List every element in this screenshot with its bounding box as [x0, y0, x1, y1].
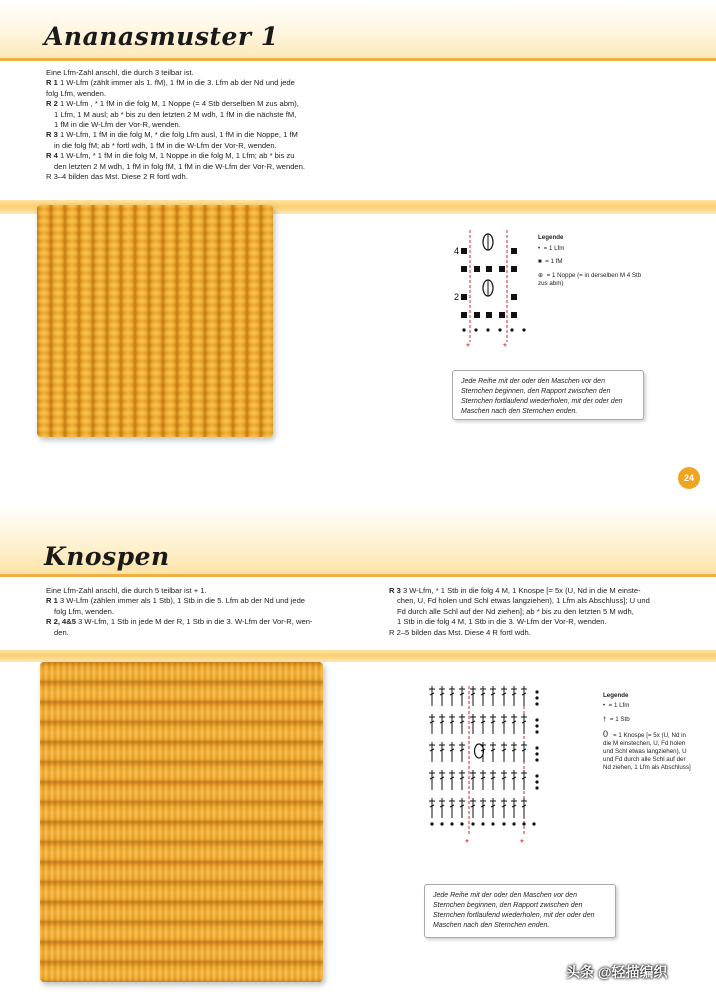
repeat-star-right: *: [520, 838, 524, 849]
page-number: 24: [678, 467, 700, 489]
row-label-2: 2: [454, 292, 460, 302]
knospen-legend: [603, 692, 693, 772]
instruction-text: 3 W-Lfm, * 1 Stb in die folg 4 M, 1 Knospe [= 5x (U, Nd in die M einste-: [400, 586, 641, 595]
section2-instructions-right: [389, 586, 714, 638]
section1-rule: [0, 58, 716, 61]
instruction-line: [46, 172, 396, 182]
instruction-text: 1 W-Lfm (zählt immer als 1. fM), 1 fM in die 3. Lfm ab der Nd und jede: [57, 78, 295, 88]
fm-symbol: [461, 248, 467, 254]
section2-title: Knospen: [44, 542, 170, 571]
stb-icon: †: [603, 716, 610, 723]
section2-instructions-left: [46, 586, 376, 638]
instruction-line: [46, 162, 396, 172]
repeat-star-left: *: [465, 838, 469, 849]
legend-item-lfm: • = 1 Lfm: [603, 702, 630, 709]
fm-symbol: [486, 266, 492, 272]
instruction-text: 3 W-Lfm (zählen immer als 1 Stb), 1 Stb in die 5. Lfm ab der Nd und jede: [57, 596, 306, 606]
instruction-text: Fd durch alle Schl auf der Nd ziehen]; ab * bis zu den letzten 5 M wdh,: [397, 606, 634, 616]
chart-row-label-4: [454, 246, 459, 256]
row-label: R 4: [46, 151, 58, 161]
instruction-line: [46, 99, 396, 109]
repeat-star-left: *: [466, 342, 470, 352]
instruction-line: [46, 628, 376, 638]
knospen-chart: [420, 684, 550, 850]
instruction-line: [46, 596, 376, 606]
repeat-star-right: *: [503, 342, 507, 352]
ananas-note: Jede Reihe mit der oder den Maschen vor den Sternchen beginnen, den Rapport zwischen den Sternchen fortlaufend wiederholen, mit der oder den Maschen nach den Sternchen enden.: [452, 370, 644, 420]
fm-symbol: [511, 248, 517, 254]
instruction-line: [389, 628, 714, 638]
row-label: R 3: [46, 130, 58, 140]
instruction-text: in die folg fM; ab * fortl wdh, 1 fM in die W-Lfm der Vor-R, wenden.: [54, 140, 277, 150]
knospe-symbol: [475, 744, 484, 758]
instruction-text: Eine Lfm-Zahl anschl, die durch 3 teilbar ist.: [46, 68, 194, 77]
instruction-text: den letzten 2 M wdh, 1 fM in folg fM, 1 fM in die W-Lfm der Vor-R, wenden.: [54, 161, 305, 171]
legend-item-knospe: 0 = 1 Knospe [= 5x (U, Nd in die M einstechen, U, Fd holen und Schl etwas langziehen), U und Fd durch alle Schl auf der Nd ziehen, 1 Lfm als Abschluss]: [603, 729, 691, 771]
instruction-text: 1 W-Lfm, * 1 fM in die folg M, 1 Noppe in die folg M, 1 Lfm; ab * bis zu: [57, 151, 295, 161]
knospen-swatch-image: [40, 662, 323, 982]
fm-symbol: [499, 266, 505, 272]
stb-grid: [429, 686, 527, 818]
fm-icon: ■: [538, 258, 546, 265]
instruction-line: [389, 607, 714, 617]
instruction-text: 1 Stb in die folg 4 M, 1 Stb in die 3. W-Lfm der Vor-R, wenden.: [397, 617, 607, 627]
instruction-text: folg Lfm, wenden.: [54, 606, 114, 616]
fm-symbol: [499, 312, 505, 318]
instruction-text: 3 W-Lfm, 1 Stb in jede M der R, 1 Stb in die 3. W-Lfm der Vor-R, wen-: [75, 617, 313, 627]
instruction-line: [46, 130, 396, 140]
row-label-4: 4: [454, 246, 460, 256]
watermark: 头条 @轻描编织: [566, 964, 668, 980]
instruction-line: [46, 110, 396, 120]
instruction-line: [46, 68, 396, 78]
instruction-text: Eine Lfm-Zahl anschl, die durch 5 teilbar ist + 1.: [46, 586, 207, 595]
instruction-line: [46, 151, 396, 161]
fm-symbol: [486, 312, 492, 318]
fm-symbol: [461, 312, 467, 318]
knospen-note: Jede Reihe mit der oder den Maschen vor den Sternchen beginnen, den Rapport zwischen den Sternchen fortlaufend wiederholen, mit der oder den Maschen nach den Sternchen enden.: [424, 884, 616, 938]
instruction-line: [389, 586, 714, 596]
instruction-line: [389, 596, 714, 606]
knospe-icon: 0: [603, 729, 614, 739]
row-label: R 1: [46, 596, 58, 606]
fm-symbol: [461, 294, 467, 300]
section1-title: Ananasmuster 1: [44, 22, 279, 51]
instruction-line: [46, 586, 376, 596]
lfm-icon: •: [538, 245, 544, 252]
instruction-line: [46, 607, 376, 617]
instruction-text: 1 W-Lfm, 1 fM in die folg M, * die folg Lfm ausl, 1 fM in die Noppe, 1 fM: [57, 130, 298, 140]
fm-symbol: [511, 294, 517, 300]
lfm-column: [535, 690, 538, 789]
instruction-line: [46, 141, 396, 151]
noppe-icon: ⊕: [538, 272, 547, 279]
instruction-line: [46, 89, 396, 99]
ananas-swatch-image: [37, 205, 273, 437]
row-label: R 2, 4&5: [46, 617, 76, 627]
section2-rule: [0, 574, 716, 577]
legend-heading: Legende: [603, 692, 629, 699]
fm-symbol: [511, 312, 517, 318]
instruction-text: 1 fM in die W-Lfm der Vor-R, wenden.: [54, 120, 181, 130]
row-label: R 2: [46, 99, 58, 109]
instruction-text: R 2–5 bilden das Mst. Diese 4 R fortl wdh.: [389, 627, 531, 637]
instruction-text: R 3–4 bilden das Mst. Diese 2 R fortl wdh.: [46, 172, 188, 182]
instruction-text: chen, U, Fd holen und Schl etwas langziehen), 1 Lfm als Abschluss]; U und: [397, 596, 650, 606]
instruction-line: [389, 617, 714, 627]
legend-item-noppe: ⊕ = 1 Noppe (= in derselben M 4 Stb zus abm): [538, 272, 642, 287]
legend-item-fm: ■ = 1 fM: [538, 258, 563, 265]
lfm-icon: •: [603, 702, 609, 709]
ananas-chart: [440, 226, 540, 352]
fm-symbol: [474, 266, 480, 272]
lfm-row: [462, 328, 525, 331]
legend-item-stb: † = 1 Stb: [603, 716, 630, 723]
fm-symbol: [461, 266, 467, 272]
chart-row-label-2: [454, 292, 459, 302]
lfm-row: [430, 822, 535, 825]
instruction-line: [46, 617, 376, 627]
row-label: R 1: [46, 78, 58, 88]
fm-symbol: [511, 266, 517, 272]
instruction-text: 1 W-Lfm , * 1 fM in die folg M, 1 Noppe (= 4 Stb derselben M zus abm),: [57, 99, 299, 109]
section1-instructions: [46, 68, 396, 182]
instruction-text: den.: [54, 627, 69, 637]
instruction-text: 1 Lfm, 1 M ausl; ab * bis zu den letzten 2 M wdh, 1 fM in die nächste fM,: [54, 109, 297, 119]
instruction-text: folg Lfm, wenden.: [46, 88, 106, 98]
legend-item-lfm: • = 1 Lfm: [538, 245, 565, 252]
legend-heading: Legende: [538, 234, 564, 241]
section2-band: [0, 650, 716, 662]
row-label: R 3: [389, 586, 401, 595]
ananas-legend: [538, 234, 678, 288]
fm-symbol: [474, 312, 480, 318]
instruction-line: [46, 78, 396, 88]
instruction-line: [46, 120, 396, 130]
